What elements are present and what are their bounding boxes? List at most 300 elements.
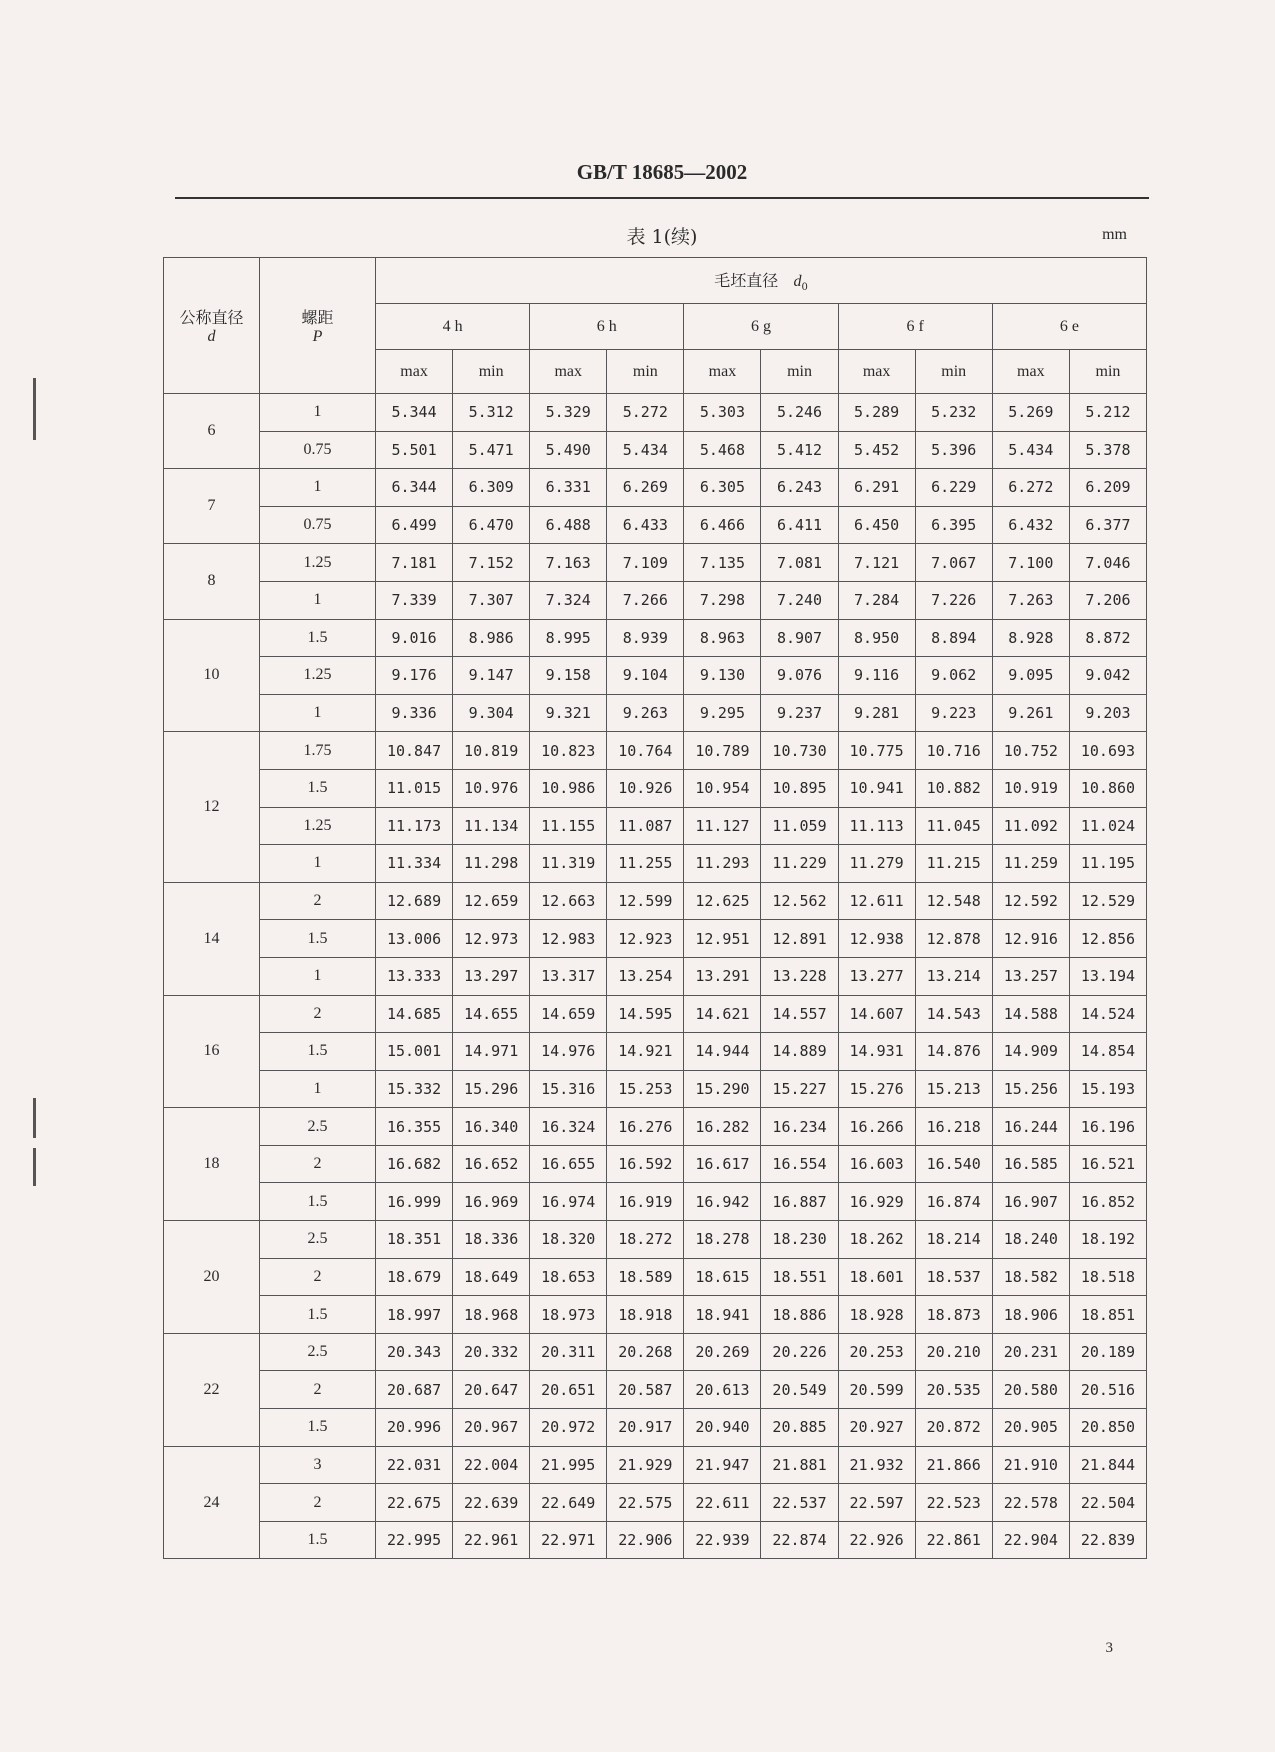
min-value-cell: 16.218 — [915, 1108, 992, 1146]
min-value-cell: 9.062 — [915, 657, 992, 695]
max-value-cell: 7.163 — [530, 544, 607, 582]
nominal-diameter-cell: 18 — [164, 1108, 260, 1221]
table-row — [164, 920, 1147, 958]
table-row — [164, 581, 1147, 619]
max-value-cell: 14.607 — [838, 995, 915, 1033]
max-value-cell: 18.262 — [838, 1221, 915, 1259]
min-value-cell: 20.549 — [761, 1371, 838, 1409]
min-value-cell: 9.304 — [453, 694, 530, 732]
min-value-cell: 18.551 — [761, 1258, 838, 1296]
min-value-cell: 16.852 — [1069, 1183, 1146, 1221]
max-header: max — [992, 350, 1069, 394]
min-value-cell: 22.961 — [453, 1521, 530, 1559]
max-value-cell: 6.466 — [684, 506, 761, 544]
table-row — [164, 619, 1147, 657]
max-value-cell: 20.940 — [684, 1409, 761, 1447]
min-value-cell: 21.881 — [761, 1446, 838, 1484]
table-row — [164, 1371, 1147, 1409]
pitch-header — [260, 258, 376, 394]
pitch-cell: 1.5 — [260, 1521, 376, 1559]
pitch-cell: 1 — [260, 694, 376, 732]
max-value-cell: 13.006 — [376, 920, 453, 958]
max-value-cell: 9.336 — [376, 694, 453, 732]
max-value-cell: 18.997 — [376, 1296, 453, 1334]
max-value-cell: 18.906 — [992, 1296, 1069, 1334]
max-header: max — [376, 350, 453, 394]
nominal-diameter-header — [164, 258, 260, 394]
table-row — [164, 1409, 1147, 1447]
min-value-cell: 12.529 — [1069, 882, 1146, 920]
max-value-cell: 7.181 — [376, 544, 453, 582]
min-value-cell: 22.004 — [453, 1446, 530, 1484]
min-value-cell: 18.851 — [1069, 1296, 1146, 1334]
scan-mark — [33, 1098, 36, 1138]
min-value-cell: 18.537 — [915, 1258, 992, 1296]
table-row — [164, 1446, 1147, 1484]
nominal-diameter-cell: 8 — [164, 544, 260, 619]
table-caption: 表 1(续) — [626, 226, 698, 248]
min-value-cell: 8.986 — [453, 619, 530, 657]
table-row — [164, 769, 1147, 807]
min-value-cell: 16.276 — [607, 1108, 684, 1146]
max-value-cell: 20.269 — [684, 1333, 761, 1371]
min-value-cell: 12.548 — [915, 882, 992, 920]
min-value-cell: 11.045 — [915, 807, 992, 845]
table-row — [164, 506, 1147, 544]
max-value-cell: 21.995 — [530, 1446, 607, 1484]
pitch-cell: 1.5 — [260, 1296, 376, 1334]
max-value-cell: 20.343 — [376, 1333, 453, 1371]
tolerance-class-header: 6 e — [992, 304, 1146, 350]
min-value-cell: 15.296 — [453, 1070, 530, 1108]
min-value-cell: 15.227 — [761, 1070, 838, 1108]
min-value-cell: 22.906 — [607, 1521, 684, 1559]
pitch-cell: 0.75 — [260, 506, 376, 544]
table-row — [164, 957, 1147, 995]
max-value-cell: 14.931 — [838, 1033, 915, 1071]
max-value-cell: 14.976 — [530, 1033, 607, 1071]
max-value-cell: 18.653 — [530, 1258, 607, 1296]
max-value-cell: 7.298 — [684, 581, 761, 619]
max-value-cell: 21.910 — [992, 1446, 1069, 1484]
min-value-cell: 16.540 — [915, 1145, 992, 1183]
max-value-cell: 22.926 — [838, 1521, 915, 1559]
min-value-cell: 14.543 — [915, 995, 992, 1033]
min-value-cell: 15.253 — [607, 1070, 684, 1108]
nominal-diameter-cell: 6 — [164, 394, 260, 469]
max-value-cell: 22.031 — [376, 1446, 453, 1484]
blank-diameter-label: 毛坯直径 — [714, 270, 779, 290]
tolerance-class-header: 6 h — [530, 304, 684, 350]
max-value-cell: 12.592 — [992, 882, 1069, 920]
max-value-cell: 20.599 — [838, 1371, 915, 1409]
pitch-cell: 1.25 — [260, 657, 376, 695]
max-value-cell: 18.941 — [684, 1296, 761, 1334]
max-value-cell: 16.617 — [684, 1145, 761, 1183]
min-value-cell: 6.269 — [607, 469, 684, 507]
nominal-diameter-cell: 12 — [164, 732, 260, 882]
max-value-cell: 16.929 — [838, 1183, 915, 1221]
min-value-cell: 20.872 — [915, 1409, 992, 1447]
max-value-cell: 20.311 — [530, 1333, 607, 1371]
min-value-cell: 11.195 — [1069, 845, 1146, 883]
max-value-cell: 15.316 — [530, 1070, 607, 1108]
max-value-cell: 18.320 — [530, 1221, 607, 1259]
max-value-cell: 10.986 — [530, 769, 607, 807]
min-value-cell: 5.471 — [453, 431, 530, 469]
min-value-cell: 5.396 — [915, 431, 992, 469]
table-row — [164, 732, 1147, 770]
max-value-cell: 22.578 — [992, 1484, 1069, 1522]
max-value-cell: 6.272 — [992, 469, 1069, 507]
min-value-cell: 12.659 — [453, 882, 530, 920]
max-value-cell: 11.155 — [530, 807, 607, 845]
max-value-cell: 5.452 — [838, 431, 915, 469]
max-value-cell: 20.687 — [376, 1371, 453, 1409]
min-value-cell: 7.240 — [761, 581, 838, 619]
max-value-cell: 5.303 — [684, 394, 761, 432]
max-value-cell: 8.928 — [992, 619, 1069, 657]
min-value-cell: 20.967 — [453, 1409, 530, 1447]
min-value-cell: 14.524 — [1069, 995, 1146, 1033]
min-value-cell: 5.312 — [453, 394, 530, 432]
max-value-cell: 5.289 — [838, 394, 915, 432]
min-value-cell: 10.926 — [607, 769, 684, 807]
max-value-cell: 9.321 — [530, 694, 607, 732]
max-value-cell: 11.319 — [530, 845, 607, 883]
max-value-cell: 16.603 — [838, 1145, 915, 1183]
max-value-cell: 16.682 — [376, 1145, 453, 1183]
max-value-cell: 6.432 — [992, 506, 1069, 544]
max-value-cell: 16.907 — [992, 1183, 1069, 1221]
min-value-cell: 16.521 — [1069, 1145, 1146, 1183]
min-value-cell: 8.894 — [915, 619, 992, 657]
min-header: min — [761, 350, 838, 394]
min-value-cell: 11.215 — [915, 845, 992, 883]
pitch-label: 螺距 — [301, 308, 334, 327]
max-value-cell: 20.927 — [838, 1409, 915, 1447]
pitch-cell: 1.5 — [260, 1409, 376, 1447]
min-value-cell: 18.214 — [915, 1221, 992, 1259]
pitch-cell: 2 — [260, 1484, 376, 1522]
max-value-cell: 16.655 — [530, 1145, 607, 1183]
standard-code: GB/T 18685—2002 — [576, 160, 748, 184]
pitch-cell: 1.5 — [260, 769, 376, 807]
max-value-cell: 21.932 — [838, 1446, 915, 1484]
max-value-cell: 10.954 — [684, 769, 761, 807]
max-value-cell: 10.775 — [838, 732, 915, 770]
min-value-cell: 12.923 — [607, 920, 684, 958]
max-value-cell: 7.100 — [992, 544, 1069, 582]
max-value-cell: 7.339 — [376, 581, 453, 619]
pitch-cell: 1.5 — [260, 920, 376, 958]
max-value-cell: 10.941 — [838, 769, 915, 807]
blank-diameter-table — [163, 257, 1147, 1559]
max-value-cell: 16.999 — [376, 1183, 453, 1221]
min-value-cell: 21.844 — [1069, 1446, 1146, 1484]
max-value-cell: 7.284 — [838, 581, 915, 619]
max-value-cell: 8.950 — [838, 619, 915, 657]
min-header: min — [1069, 350, 1146, 394]
min-value-cell: 14.655 — [453, 995, 530, 1033]
min-value-cell: 10.976 — [453, 769, 530, 807]
max-value-cell: 5.329 — [530, 394, 607, 432]
pitch-cell: 1.5 — [260, 1183, 376, 1221]
max-value-cell: 10.847 — [376, 732, 453, 770]
max-value-cell: 15.001 — [376, 1033, 453, 1071]
max-value-cell: 6.499 — [376, 506, 453, 544]
max-value-cell: 11.279 — [838, 845, 915, 883]
min-value-cell: 18.336 — [453, 1221, 530, 1259]
min-value-cell: 5.232 — [915, 394, 992, 432]
max-value-cell: 5.434 — [992, 431, 1069, 469]
max-value-cell: 5.269 — [992, 394, 1069, 432]
min-value-cell: 15.193 — [1069, 1070, 1146, 1108]
min-value-cell: 16.340 — [453, 1108, 530, 1146]
min-value-cell: 5.434 — [607, 431, 684, 469]
min-value-cell: 9.203 — [1069, 694, 1146, 732]
min-value-cell: 20.516 — [1069, 1371, 1146, 1409]
min-value-cell: 9.223 — [915, 694, 992, 732]
table-header — [164, 258, 1147, 394]
min-value-cell: 10.882 — [915, 769, 992, 807]
min-value-cell: 11.087 — [607, 807, 684, 845]
min-value-cell: 13.254 — [607, 957, 684, 995]
min-value-cell: 9.076 — [761, 657, 838, 695]
pitch-cell: 2 — [260, 995, 376, 1033]
min-value-cell: 21.866 — [915, 1446, 992, 1484]
blank-diameter-header — [376, 258, 1147, 304]
max-value-cell: 16.355 — [376, 1108, 453, 1146]
max-value-cell: 18.240 — [992, 1221, 1069, 1259]
nominal-diameter-symbol: d — [207, 328, 216, 345]
min-value-cell: 5.246 — [761, 394, 838, 432]
min-value-cell: 13.228 — [761, 957, 838, 995]
max-value-cell: 15.290 — [684, 1070, 761, 1108]
max-value-cell: 22.971 — [530, 1521, 607, 1559]
min-value-cell: 6.229 — [915, 469, 992, 507]
max-value-cell: 14.909 — [992, 1033, 1069, 1071]
pitch-cell: 1 — [260, 394, 376, 432]
max-value-cell: 12.611 — [838, 882, 915, 920]
table-body — [164, 394, 1147, 1559]
max-value-cell: 14.588 — [992, 995, 1069, 1033]
min-value-cell: 8.939 — [607, 619, 684, 657]
table-row — [164, 995, 1147, 1033]
min-value-cell: 16.196 — [1069, 1108, 1146, 1146]
tolerance-class-header: 4 h — [376, 304, 530, 350]
min-value-cell: 7.152 — [453, 544, 530, 582]
min-value-cell: 20.647 — [453, 1371, 530, 1409]
min-value-cell: 12.973 — [453, 920, 530, 958]
min-value-cell: 10.716 — [915, 732, 992, 770]
min-value-cell: 11.134 — [453, 807, 530, 845]
max-value-cell: 8.963 — [684, 619, 761, 657]
min-value-cell: 18.918 — [607, 1296, 684, 1334]
nominal-diameter-cell: 10 — [164, 619, 260, 732]
min-value-cell: 9.147 — [453, 657, 530, 695]
max-value-cell: 20.231 — [992, 1333, 1069, 1371]
min-value-cell: 11.059 — [761, 807, 838, 845]
max-value-cell: 18.928 — [838, 1296, 915, 1334]
max-header: max — [684, 350, 761, 394]
min-value-cell: 7.109 — [607, 544, 684, 582]
max-value-cell: 6.331 — [530, 469, 607, 507]
min-value-cell: 16.592 — [607, 1145, 684, 1183]
tolerance-class-header: 6 g — [684, 304, 838, 350]
min-value-cell: 15.213 — [915, 1070, 992, 1108]
unit-label: mm — [1102, 226, 1127, 243]
pitch-cell: 1 — [260, 581, 376, 619]
min-value-cell: 16.652 — [453, 1145, 530, 1183]
min-value-cell: 9.237 — [761, 694, 838, 732]
table-row — [164, 1296, 1147, 1334]
min-value-cell: 10.730 — [761, 732, 838, 770]
min-value-cell: 21.929 — [607, 1446, 684, 1484]
tolerance-class-header: 6 f — [838, 304, 992, 350]
min-value-cell: 16.887 — [761, 1183, 838, 1221]
max-value-cell: 12.938 — [838, 920, 915, 958]
max-value-cell: 18.973 — [530, 1296, 607, 1334]
min-value-cell: 18.192 — [1069, 1221, 1146, 1259]
max-value-cell: 9.261 — [992, 694, 1069, 732]
min-value-cell: 20.332 — [453, 1333, 530, 1371]
table-row — [164, 1070, 1147, 1108]
min-value-cell: 22.874 — [761, 1521, 838, 1559]
min-value-cell: 6.411 — [761, 506, 838, 544]
min-value-cell: 22.504 — [1069, 1484, 1146, 1522]
max-value-cell: 20.580 — [992, 1371, 1069, 1409]
table-row — [164, 657, 1147, 695]
scan-mark — [33, 1148, 36, 1186]
min-value-cell: 14.854 — [1069, 1033, 1146, 1071]
min-header: min — [607, 350, 684, 394]
pitch-cell: 3 — [260, 1446, 376, 1484]
scan-mark — [33, 378, 36, 440]
min-value-cell: 5.378 — [1069, 431, 1146, 469]
table-row — [164, 1108, 1147, 1146]
max-value-cell: 7.263 — [992, 581, 1069, 619]
min-value-cell: 18.968 — [453, 1296, 530, 1334]
min-value-cell: 12.599 — [607, 882, 684, 920]
max-value-cell: 14.659 — [530, 995, 607, 1033]
max-value-cell: 6.291 — [838, 469, 915, 507]
pitch-cell: 2.5 — [260, 1221, 376, 1259]
max-value-cell: 15.276 — [838, 1070, 915, 1108]
min-value-cell: 6.209 — [1069, 469, 1146, 507]
pitch-cell: 1 — [260, 957, 376, 995]
min-value-cell: 10.764 — [607, 732, 684, 770]
min-value-cell: 20.850 — [1069, 1409, 1146, 1447]
max-value-cell: 11.173 — [376, 807, 453, 845]
min-value-cell: 18.649 — [453, 1258, 530, 1296]
min-value-cell: 6.433 — [607, 506, 684, 544]
table-row — [164, 807, 1147, 845]
min-value-cell: 14.876 — [915, 1033, 992, 1071]
max-value-cell: 20.972 — [530, 1409, 607, 1447]
min-value-cell: 5.412 — [761, 431, 838, 469]
min-value-cell: 7.307 — [453, 581, 530, 619]
max-value-cell: 5.501 — [376, 431, 453, 469]
max-value-cell: 6.344 — [376, 469, 453, 507]
min-value-cell: 13.194 — [1069, 957, 1146, 995]
table-row — [164, 1484, 1147, 1522]
table-row — [164, 845, 1147, 883]
max-value-cell: 20.905 — [992, 1409, 1069, 1447]
table-row — [164, 694, 1147, 732]
min-value-cell: 18.518 — [1069, 1258, 1146, 1296]
pitch-cell: 2 — [260, 1371, 376, 1409]
max-value-cell: 12.916 — [992, 920, 1069, 958]
min-value-cell: 12.891 — [761, 920, 838, 958]
max-value-cell: 18.601 — [838, 1258, 915, 1296]
min-value-cell: 22.639 — [453, 1484, 530, 1522]
max-value-cell: 7.324 — [530, 581, 607, 619]
min-value-cell: 10.895 — [761, 769, 838, 807]
max-value-cell: 9.130 — [684, 657, 761, 695]
min-value-cell: 18.230 — [761, 1221, 838, 1259]
min-value-cell: 7.206 — [1069, 581, 1146, 619]
table-row — [164, 1258, 1147, 1296]
max-value-cell: 10.752 — [992, 732, 1069, 770]
min-value-cell: 20.189 — [1069, 1333, 1146, 1371]
min-value-cell: 12.878 — [915, 920, 992, 958]
max-value-cell: 14.621 — [684, 995, 761, 1033]
max-value-cell: 22.675 — [376, 1484, 453, 1522]
max-value-cell: 11.293 — [684, 845, 761, 883]
min-value-cell: 7.226 — [915, 581, 992, 619]
max-value-cell: 12.951 — [684, 920, 761, 958]
table-row — [164, 394, 1147, 432]
min-value-cell: 5.212 — [1069, 394, 1146, 432]
min-value-cell: 20.210 — [915, 1333, 992, 1371]
min-value-cell: 22.537 — [761, 1484, 838, 1522]
max-value-cell: 16.266 — [838, 1108, 915, 1146]
max-value-cell: 13.291 — [684, 957, 761, 995]
max-value-cell: 20.651 — [530, 1371, 607, 1409]
min-value-cell: 5.272 — [607, 394, 684, 432]
max-value-cell: 11.334 — [376, 845, 453, 883]
blank-diameter-subscript: 0 — [801, 282, 808, 294]
max-value-cell: 9.281 — [838, 694, 915, 732]
min-value-cell: 10.860 — [1069, 769, 1146, 807]
max-value-cell: 9.095 — [992, 657, 1069, 695]
table-row — [164, 1221, 1147, 1259]
max-value-cell: 16.324 — [530, 1108, 607, 1146]
pitch-cell: 1.25 — [260, 807, 376, 845]
min-value-cell: 16.919 — [607, 1183, 684, 1221]
min-value-cell: 14.557 — [761, 995, 838, 1033]
table-row — [164, 431, 1147, 469]
table-row — [164, 1033, 1147, 1071]
page-number: 3 — [1105, 1640, 1113, 1656]
min-value-cell: 7.067 — [915, 544, 992, 582]
pitch-cell: 1 — [260, 469, 376, 507]
min-value-cell: 12.856 — [1069, 920, 1146, 958]
max-value-cell: 9.176 — [376, 657, 453, 695]
min-value-cell: 16.234 — [761, 1108, 838, 1146]
pitch-cell: 0.75 — [260, 431, 376, 469]
max-value-cell: 15.332 — [376, 1070, 453, 1108]
min-header: min — [915, 350, 992, 394]
max-value-cell: 22.904 — [992, 1521, 1069, 1559]
max-header: max — [838, 350, 915, 394]
table-row — [164, 1145, 1147, 1183]
max-value-cell: 22.649 — [530, 1484, 607, 1522]
min-value-cell: 6.309 — [453, 469, 530, 507]
pitch-cell: 2 — [260, 1258, 376, 1296]
max-value-cell: 14.944 — [684, 1033, 761, 1071]
